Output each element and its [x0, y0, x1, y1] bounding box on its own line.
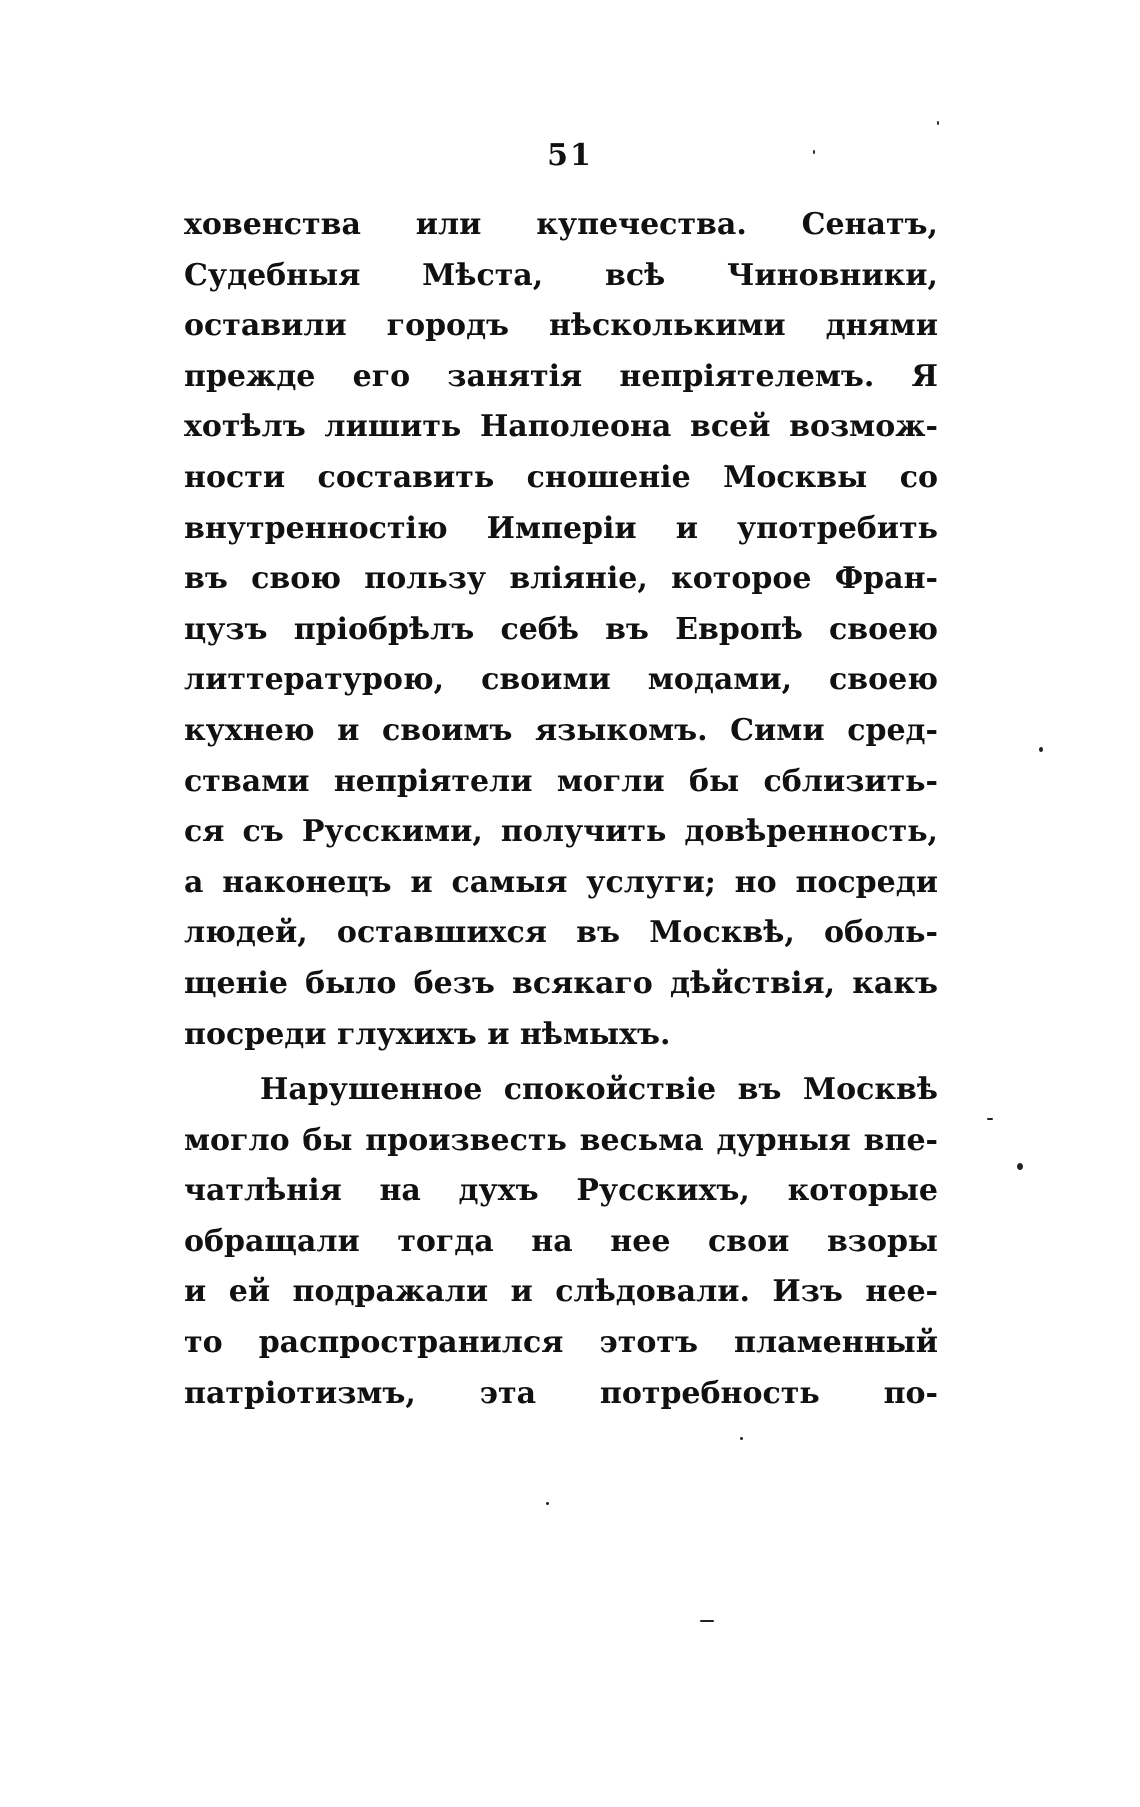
- text-line: ховенства или купечества. Сенатъ,: [184, 207, 938, 242]
- text-line: Судебныя Мѣста, всѣ Чиновники,: [184, 257, 938, 293]
- text-line: цузъ пріобрѣлъ себѣ въ Европѣ своею: [184, 611, 938, 647]
- scan-speck: [987, 1118, 993, 1120]
- scan-speck: [1039, 747, 1043, 752]
- paragraph-2: [184, 1065, 938, 1419]
- text-line: оставили городъ нѣсколькими днями: [184, 308, 938, 344]
- text-line: кухнею и своимъ языкомъ. Сими сред-: [184, 712, 938, 748]
- text-line: то распространился этотъ пламенный: [184, 1324, 938, 1360]
- text-line: Нарушенное спокойствіе въ Москвѣ: [260, 1072, 938, 1107]
- text-line: въ свою пользу вліяніе, которое Фран-: [184, 561, 938, 597]
- text-line: посреди глухихъ и нѣмыхъ.: [184, 1016, 671, 1052]
- scan-speck: [740, 1437, 743, 1440]
- text-line: внутренностію Имперіи и употребить: [184, 510, 938, 546]
- text-line: обращали тогда на нее свои взоры: [184, 1223, 938, 1259]
- text-line: ности составить сношеніе Москвы со: [184, 459, 938, 495]
- scan-speck: [1017, 1163, 1023, 1170]
- text-line: могло бы произвесть весьма дурныя впе-: [184, 1122, 938, 1158]
- text-line: ствами непріятели могли бы сблизить-: [184, 763, 938, 799]
- scan-speck: [813, 150, 815, 154]
- text-line: людей, оставшихся въ Москвѣ, оболь-: [184, 915, 938, 951]
- paragraph-1: [184, 200, 938, 1060]
- text-line: щеніе было безъ всякаго дѣйствія, какъ: [184, 965, 938, 1001]
- text-line: прежде его занятія непріятелемъ. Я: [184, 358, 938, 394]
- text-line: хотѣлъ лишить Наполеона всей возмож-: [184, 409, 938, 445]
- scan-speck: [546, 1502, 549, 1505]
- text-line: литтературою, своими модами, своею: [184, 662, 938, 698]
- scan-speck: [937, 121, 939, 125]
- text-line: чатлѣнія на духъ Русскихъ, которые: [184, 1173, 938, 1209]
- text-line: а наконецъ и самыя услуги; но посреди: [184, 864, 938, 900]
- page-number: 51: [547, 138, 593, 173]
- text-line: патріотизмъ, эта потребность по-: [184, 1375, 938, 1411]
- text-line: и ей подражали и слѣдовали. Изъ нее-: [184, 1274, 938, 1310]
- text-line: ся съ Русскими, получить довѣренность,: [184, 814, 938, 850]
- scan-speck: [700, 1620, 714, 1622]
